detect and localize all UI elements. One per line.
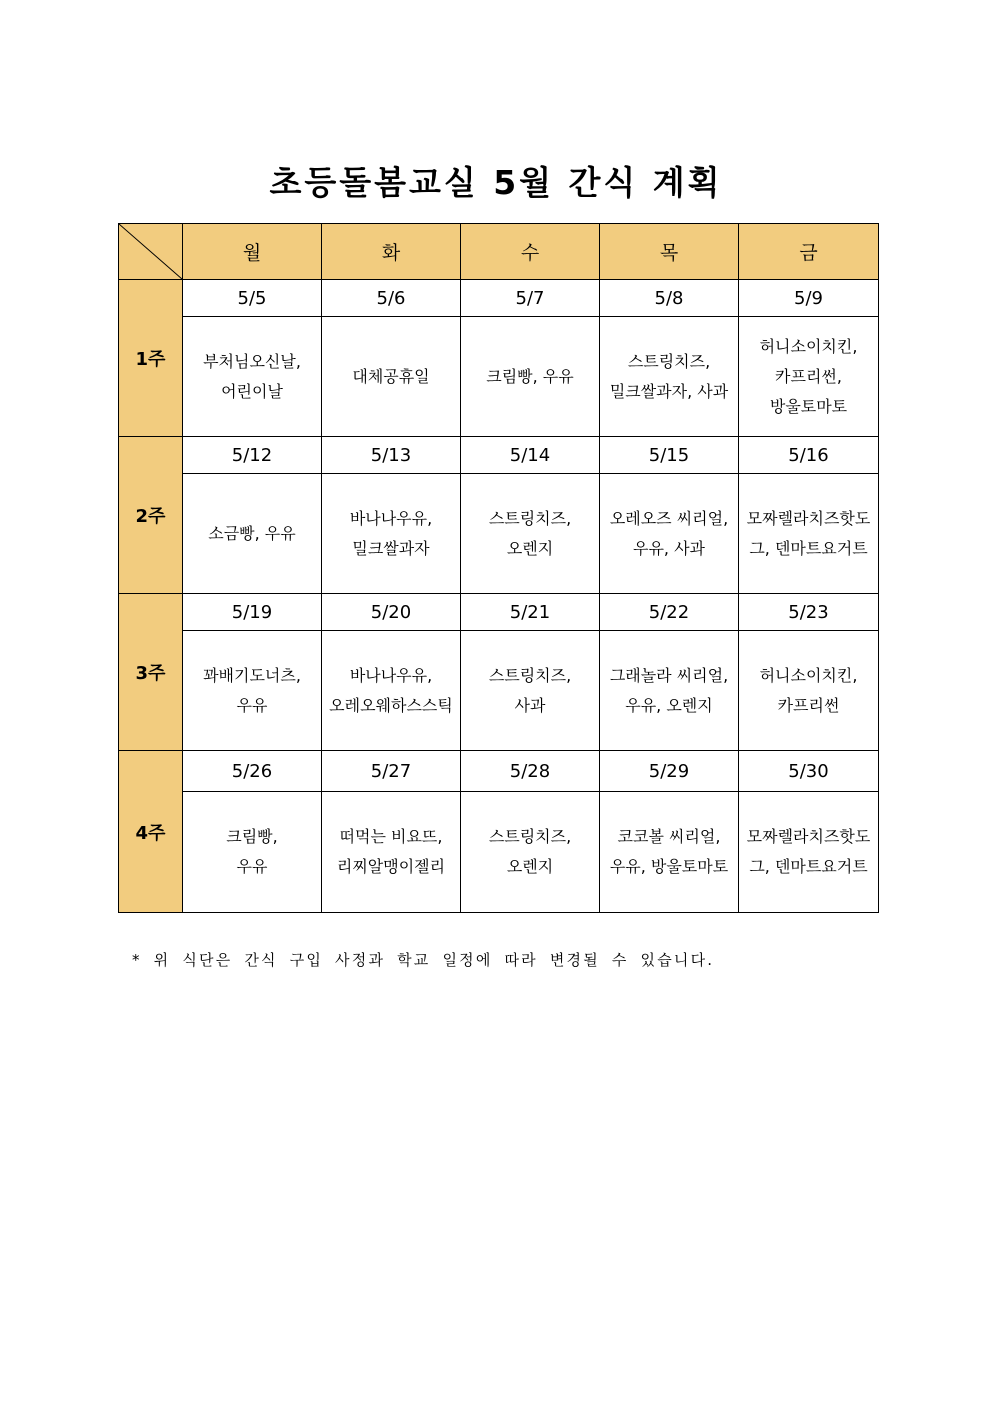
date-cell: 5/21 — [461, 594, 600, 631]
diagonal-line — [119, 224, 182, 279]
day-header: 화 — [322, 224, 461, 280]
snack-plan-table — [118, 223, 879, 913]
menu-line: 부처님오신날, — [203, 351, 301, 371]
menu-line: 밀크쌀과자, 사과 — [609, 381, 729, 401]
date-cell: 5/19 — [183, 594, 322, 631]
menu-cell — [461, 792, 600, 913]
date-cell: 5/22 — [600, 594, 739, 631]
menu-cell — [183, 317, 322, 437]
menu-cell — [600, 474, 739, 594]
week-date-row — [119, 751, 879, 792]
menu-cell — [322, 474, 461, 594]
date-cell: 5/16 — [739, 437, 879, 474]
date-cell: 5/30 — [739, 751, 879, 792]
menu-cell — [322, 792, 461, 913]
menu-cell — [461, 631, 600, 751]
menu-line: 오레오웨하스스틱 — [329, 695, 453, 715]
menu-line: 허니소이치킨, — [759, 665, 858, 685]
week-date-row — [119, 437, 879, 474]
date-cell: 5/6 — [322, 280, 461, 317]
corner-cell — [119, 224, 183, 280]
day-header: 수 — [461, 224, 600, 280]
day-header: 월 — [183, 224, 322, 280]
date-cell: 5/26 — [183, 751, 322, 792]
menu-cell — [461, 474, 600, 594]
week-menu-row — [119, 474, 879, 594]
menu-line: 바나나우유, — [349, 665, 433, 685]
menu-line: 우유 — [236, 695, 268, 715]
menu-line: 우유 — [236, 857, 268, 876]
menu-cell — [600, 792, 739, 913]
date-cell: 5/15 — [600, 437, 739, 474]
menu-line: 카프리썬, — [775, 366, 842, 386]
menu-line: 우유, 사과 — [633, 538, 705, 558]
week-menu-row — [119, 792, 879, 913]
date-cell: 5/7 — [461, 280, 600, 317]
date-cell: 5/14 — [461, 437, 600, 474]
week-menu-row — [119, 631, 879, 751]
menu-line: 모짜렐라치즈핫도 — [746, 827, 871, 846]
menu-cell — [183, 792, 322, 913]
date-cell: 5/27 — [322, 751, 461, 792]
menu-line: 크림빵, — [226, 827, 278, 846]
menu-line: 밀크쌀과자 — [352, 538, 430, 558]
menu-line: 방울토마토 — [769, 396, 848, 416]
menu-cell — [739, 474, 879, 594]
menu-line: 사과 — [514, 695, 546, 715]
menu-cell — [600, 317, 739, 437]
menu-cell — [322, 317, 461, 437]
week-label: 4주 — [119, 751, 183, 913]
menu-cell — [461, 317, 600, 437]
date-cell: 5/28 — [461, 751, 600, 792]
day-header: 목 — [600, 224, 739, 280]
menu-line: 우유, 방울토마토 — [609, 857, 729, 876]
menu-line: 그래놀라 씨리얼, — [609, 665, 729, 685]
menu-line: 꽈배기도너츠, — [203, 665, 301, 685]
date-cell: 5/9 — [739, 280, 879, 317]
menu-line: 코코볼 씨리얼, — [617, 827, 721, 846]
menu-cell — [739, 631, 879, 751]
menu-line: 소금빵, 우유 — [208, 523, 296, 543]
footnote: * 위 식단은 간식 구입 사정과 학교 일정에 따라 변경될 수 있습니다. — [132, 951, 715, 969]
menu-line: 대체공휴일 — [352, 366, 430, 386]
menu-cell — [739, 317, 879, 437]
menu-line: 오렌지 — [506, 538, 554, 558]
menu-cell — [183, 474, 322, 594]
menu-line: 어린이날 — [221, 381, 283, 401]
menu-line: 오레오즈 씨리얼, — [609, 508, 729, 528]
menu-line: 스트링치즈, — [488, 508, 572, 528]
menu-line: 스트링치즈, — [627, 351, 711, 371]
menu-line: 리찌알맹이젤리 — [336, 857, 446, 876]
menu-line: 카프리썬 — [777, 695, 840, 715]
menu-line: 오렌지 — [506, 857, 554, 876]
menu-cell — [183, 631, 322, 751]
menu-line: 모짜렐라치즈핫도 — [746, 508, 871, 528]
week-date-row — [119, 280, 879, 317]
menu-line: 스트링치즈, — [488, 665, 572, 685]
date-cell: 5/5 — [183, 280, 322, 317]
week-label: 1주 — [119, 280, 183, 437]
menu-cell — [739, 792, 879, 913]
date-cell: 5/23 — [739, 594, 879, 631]
menu-line: 바나나우유, — [349, 508, 433, 528]
menu-line: 우유, 오렌지 — [625, 695, 713, 715]
menu-line: 허니소이치킨, — [759, 336, 858, 356]
menu-line: 크림빵, 우유 — [486, 366, 574, 386]
menu-line: 그, 덴마트요거트 — [749, 857, 868, 876]
week-label: 3주 — [119, 594, 183, 751]
week-label: 2주 — [119, 437, 183, 594]
date-cell: 5/13 — [322, 437, 461, 474]
week-menu-row — [119, 317, 879, 437]
date-cell: 5/12 — [183, 437, 322, 474]
menu-line: 스트링치즈, — [488, 827, 572, 846]
date-cell: 5/29 — [600, 751, 739, 792]
page-title: 초등돌봄교실 5월 간식 계획 — [269, 163, 723, 202]
date-cell: 5/20 — [322, 594, 461, 631]
week-date-row — [119, 594, 879, 631]
day-header: 금 — [739, 224, 879, 280]
header-row — [119, 224, 879, 280]
menu-line: 떠먹는 비요뜨, — [339, 827, 443, 846]
menu-cell — [600, 631, 739, 751]
menu-cell — [322, 631, 461, 751]
date-cell: 5/8 — [600, 280, 739, 317]
menu-line: 그, 덴마트요거트 — [749, 538, 868, 558]
